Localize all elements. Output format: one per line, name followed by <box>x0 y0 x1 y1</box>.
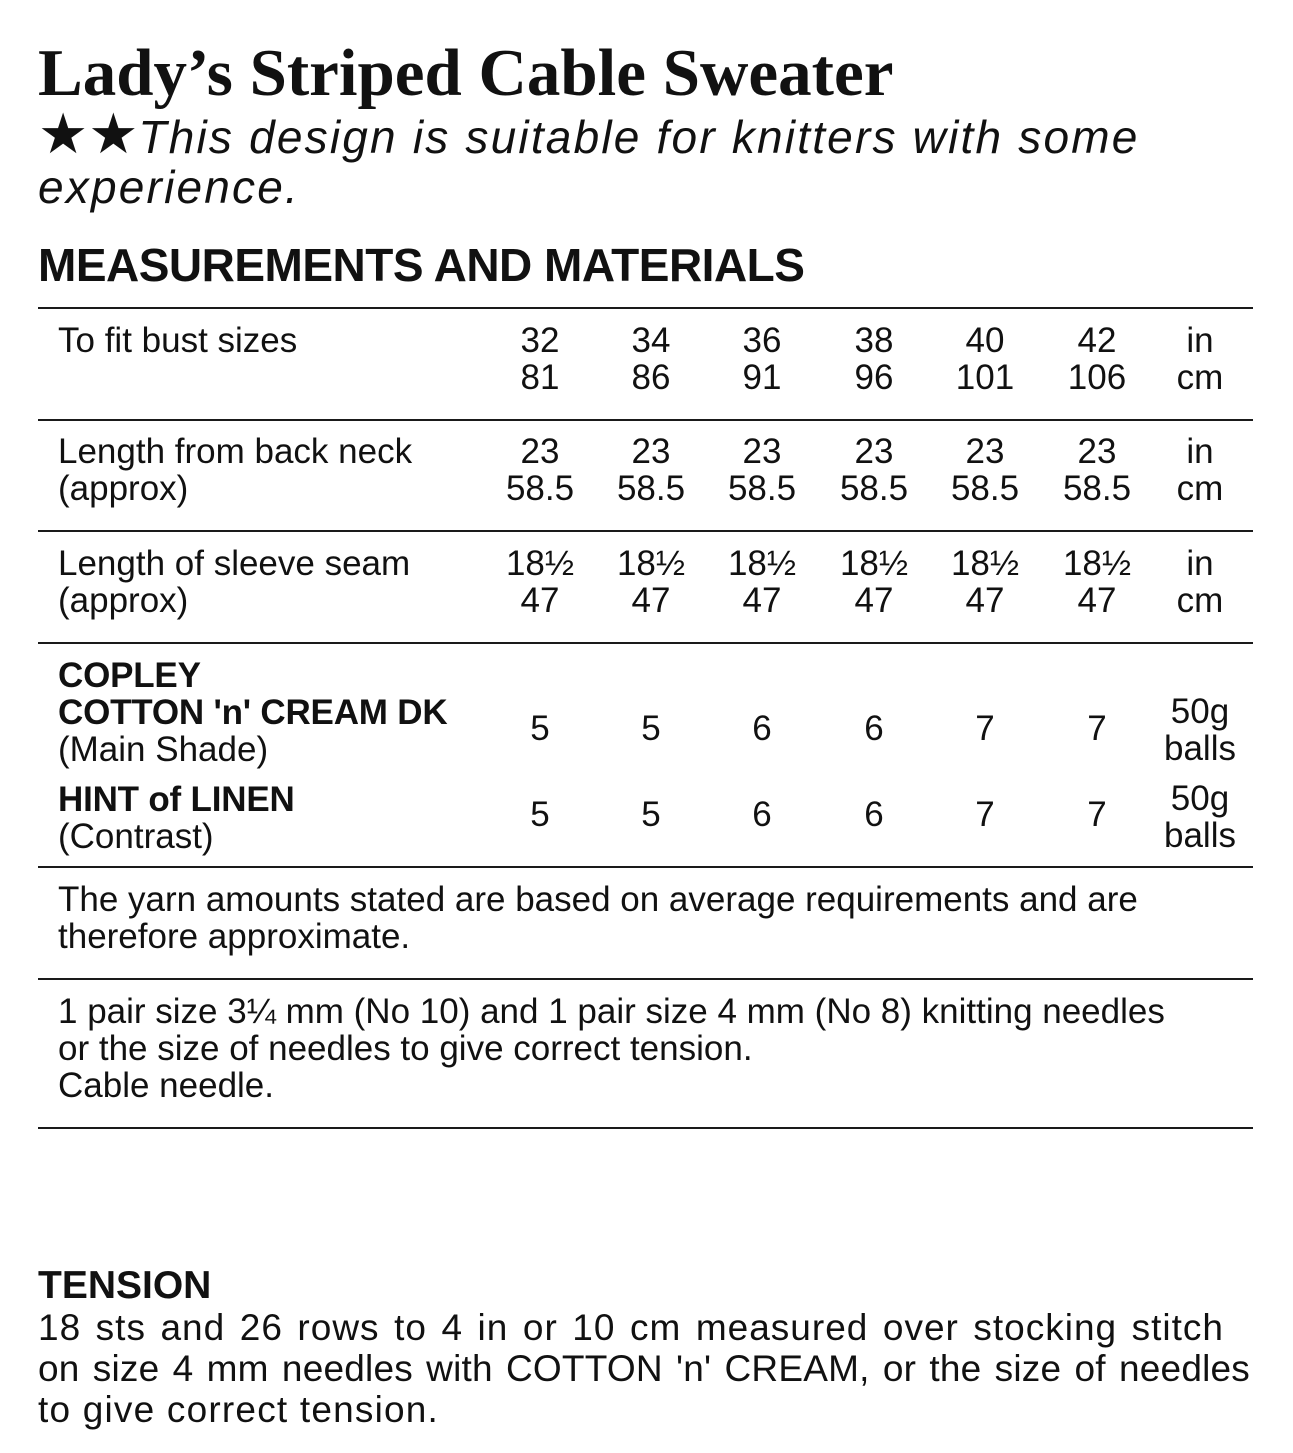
difficulty-text-continued: experience. <box>38 161 301 213</box>
sleeve-seam-label: Length of sleeve seam <box>58 544 411 583</box>
tension-text: to give correct tension. <box>38 1389 440 1430</box>
back-length-row <box>0 432 1293 508</box>
sleeve-seam-cm-value: 47 <box>854 581 894 620</box>
tension-text: 18 sts and 26 rows to 4 in or 10 cm measured over stocking stitch <box>38 1307 1224 1348</box>
pattern-title: Lady’s Striped Cable Sweater <box>38 36 894 110</box>
sleeve-seam-in-value: 18½ <box>1062 544 1132 583</box>
bust-cm-value: 96 <box>854 358 894 397</box>
yarn-quantity: 7 <box>1087 709 1107 748</box>
back-length-qualifier: (approx) <box>58 469 189 508</box>
back-length-cm-value: 58.5 <box>839 469 909 508</box>
table-rule <box>38 866 1253 868</box>
sleeve-seam-cm-value: 47 <box>965 581 1005 620</box>
back-length-cm-value: 58.5 <box>616 469 686 508</box>
bust-in-value: 40 <box>965 321 1005 360</box>
unit-in: in <box>1186 321 1214 360</box>
difficulty-line <box>38 102 1140 167</box>
yarn-shade: (Main Shade) <box>58 730 269 769</box>
sleeve-seam-in-value: 18½ <box>839 544 909 583</box>
tension-heading: TENSION <box>38 1264 212 1307</box>
unit-in: in <box>1186 432 1214 471</box>
bust-cm-value: 91 <box>742 358 782 397</box>
needles-info <box>0 992 1293 1105</box>
sleeve-seam-cm-value: 47 <box>520 581 560 620</box>
table-rule <box>38 978 1253 980</box>
back-length-cm-value: 58.5 <box>505 469 575 508</box>
table-rule <box>38 530 1253 532</box>
back-length-in-value: 23 <box>520 432 560 471</box>
bust-in-value: 34 <box>631 321 671 360</box>
sleeve-seam-in-value: 18½ <box>950 544 1020 583</box>
unit-cm: cm <box>1176 469 1224 508</box>
yarn-quantity: 7 <box>975 795 995 834</box>
section-heading: MEASUREMENTS AND MATERIALS <box>38 239 805 291</box>
yarn-note-text: therefore approximate. <box>58 917 411 956</box>
back-length-in-value: 23 <box>854 432 894 471</box>
sleeve-seam-cm-value: 47 <box>1077 581 1117 620</box>
yarn-name: COTTON 'n' CREAM DK <box>58 693 448 732</box>
yarn-quantity: 6 <box>864 709 884 748</box>
yarn-unit-label: balls <box>1164 816 1236 855</box>
yarn-quantity: 5 <box>641 709 661 748</box>
bust-cm-value: 86 <box>631 358 671 397</box>
needles-text: or the size of needles to give correct tension. <box>58 1029 753 1068</box>
bust-in-value: 32 <box>520 321 560 360</box>
difficulty-text: This design is suitable for knitters with some <box>138 111 1140 163</box>
needles-text: 1 pair size 3¼ mm (No 10) and 1 pair size 4 mm (No 8) knitting needles <box>58 992 1165 1031</box>
back-length-cm-value: 58.5 <box>727 469 797 508</box>
unit-cm: cm <box>1176 581 1224 620</box>
table-rule <box>38 642 1253 644</box>
bust-in-value: 42 <box>1077 321 1117 360</box>
yarn-quantity: 7 <box>1087 795 1107 834</box>
back-length-label: Length from back neck <box>58 432 413 471</box>
back-length-cm-value: 58.5 <box>1062 469 1132 508</box>
sleeve-seam-cm-value: 47 <box>631 581 671 620</box>
tension-text: on size 4 mm needles with COTTON 'n' CREAM, or the size of needles <box>38 1348 1250 1389</box>
bust-cm-value: 81 <box>520 358 560 397</box>
table-rule <box>38 1127 1253 1129</box>
yarn-quantity: 7 <box>975 709 995 748</box>
back-length-in-value: 23 <box>965 432 1005 471</box>
bust-in-value: 38 <box>854 321 894 360</box>
back-length-in-value: 23 <box>631 432 671 471</box>
sleeve-seam-in-value: 18½ <box>505 544 575 583</box>
bust-in-value: 36 <box>742 321 782 360</box>
yarn-quantity: 5 <box>530 795 550 834</box>
yarn-unit-label: balls <box>1164 729 1236 768</box>
sleeve-seam-row <box>0 544 1293 620</box>
table-rule <box>38 419 1253 421</box>
sleeve-seam-qualifier: (approx) <box>58 581 189 620</box>
contrast-yarn-row <box>0 779 1293 856</box>
bust-size-label: To fit bust sizes <box>58 321 298 360</box>
unit-in: in <box>1186 544 1214 583</box>
yarn-quantity: 5 <box>530 709 550 748</box>
yarn-brand: COPLEY <box>58 656 201 695</box>
back-length-in-value: 23 <box>742 432 782 471</box>
sleeve-seam-in-value: 18½ <box>616 544 686 583</box>
difficulty-stars-icon: ★★ <box>38 102 139 167</box>
yarn-unit-weight: 50g <box>1170 692 1230 731</box>
yarn-quantity: 6 <box>864 795 884 834</box>
yarn-unit-weight: 50g <box>1170 779 1230 818</box>
yarn-shade: (Contrast) <box>58 817 214 856</box>
main-yarn-row <box>0 656 1293 769</box>
bust-cm-value: 101 <box>955 358 1015 397</box>
back-length-cm-value: 58.5 <box>950 469 1020 508</box>
yarn-note <box>0 880 1293 956</box>
sleeve-seam-in-value: 18½ <box>727 544 797 583</box>
cable-needle-text: Cable needle. <box>58 1066 274 1105</box>
yarn-name: HINT of LINEN <box>58 780 295 819</box>
yarn-note-text: The yarn amounts stated are based on average requirements and are <box>58 880 1138 919</box>
bust-size-row <box>0 321 1293 397</box>
table-rule <box>38 307 1253 309</box>
yarn-quantity: 6 <box>752 709 772 748</box>
bust-cm-value: 106 <box>1067 358 1127 397</box>
sleeve-seam-cm-value: 47 <box>742 581 782 620</box>
yarn-quantity: 5 <box>641 795 661 834</box>
unit-cm: cm <box>1176 358 1224 397</box>
yarn-quantity: 6 <box>752 795 772 834</box>
back-length-in-value: 23 <box>1077 432 1117 471</box>
